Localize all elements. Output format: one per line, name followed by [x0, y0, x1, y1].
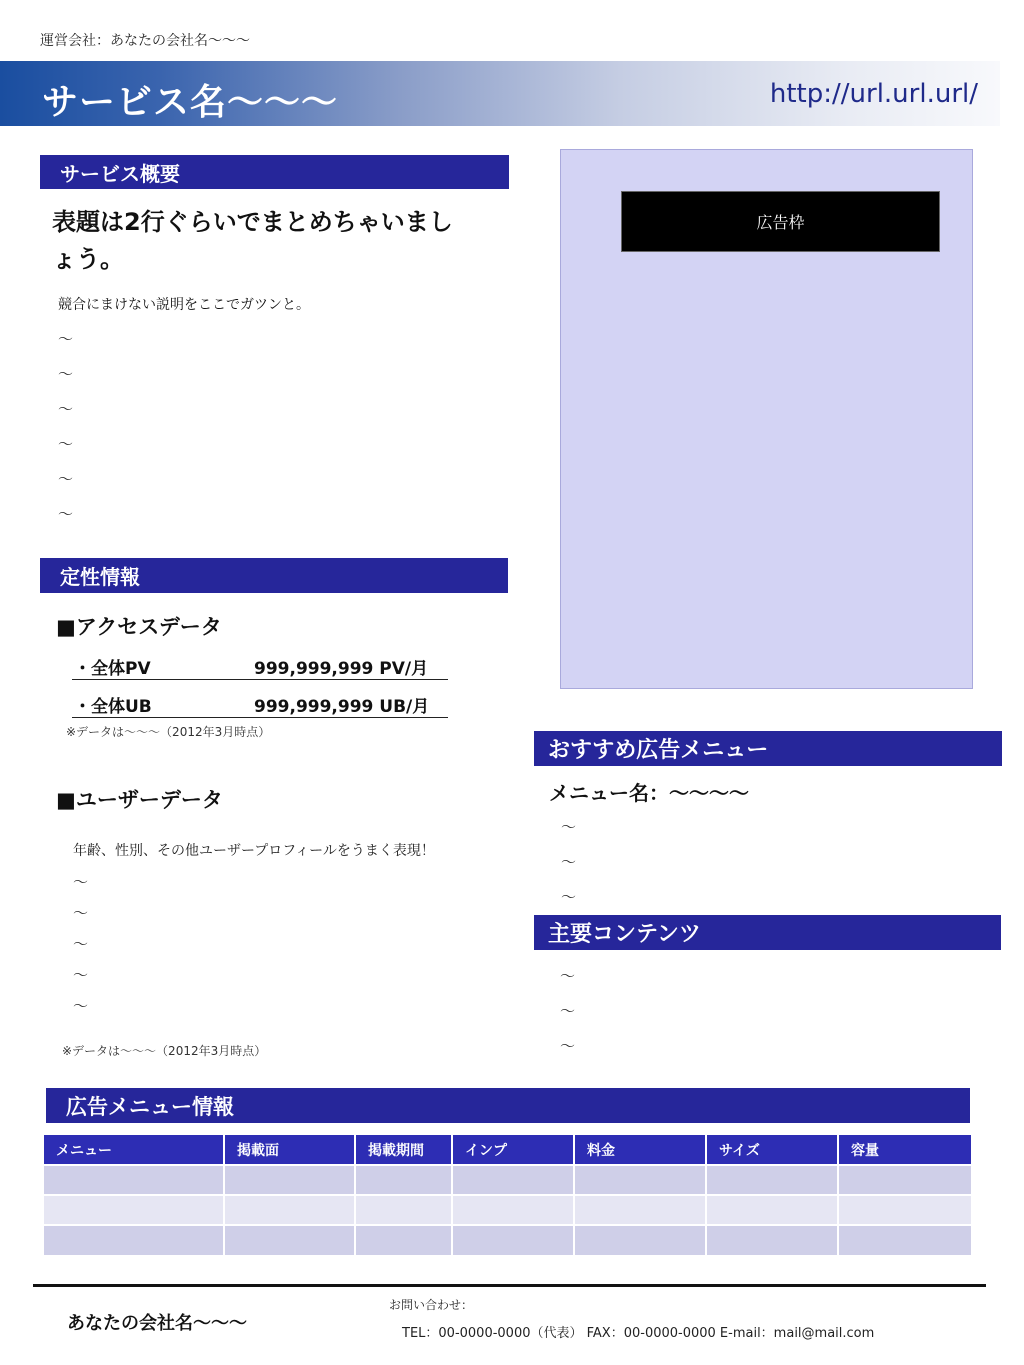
overview-line: ～: [58, 505, 74, 523]
ad-menu-table: [44, 1135, 971, 1255]
table-header-size: サイズ: [706, 1135, 838, 1165]
main-content-line: ～: [560, 1002, 576, 1020]
main-content-line: ～: [560, 1037, 576, 1055]
recommend-menu-name: メニュー名：～～～～: [549, 781, 749, 805]
section-header-recommend: おすすめ広告メニュー: [534, 731, 1002, 766]
table-header-price: 料金: [574, 1135, 706, 1165]
table-cell: [44, 1165, 224, 1195]
recommend-line: ～: [561, 888, 577, 906]
service-name: サービス名～～～: [42, 82, 339, 123]
table-cell: [452, 1225, 574, 1255]
table-cell: [452, 1165, 574, 1195]
table-cell: [838, 1165, 971, 1195]
table-cell: [452, 1195, 574, 1225]
table-cell: [44, 1195, 224, 1225]
table-cell: [224, 1195, 355, 1225]
access-row-pv: [72, 654, 448, 680]
section-header-main-content: 主要コンテンツ: [534, 915, 1001, 950]
table-cell: [706, 1195, 838, 1225]
table-cell: [706, 1225, 838, 1255]
service-url-link[interactable]: http://url.url.url/: [769, 79, 978, 109]
access-row-label: ・全体PV: [74, 659, 151, 679]
table-row: [44, 1195, 971, 1225]
user-data-line: ～: [73, 935, 89, 953]
table-cell: [838, 1195, 971, 1225]
overview-line: ～: [58, 365, 74, 383]
access-data-title: ■アクセスデータ: [56, 615, 222, 639]
table-row: [44, 1165, 971, 1195]
access-row-value: 999,999,999 UB/月: [254, 697, 430, 717]
recommend-line: ～: [561, 818, 577, 836]
table-row: [44, 1225, 971, 1255]
overview-headline: 表題は2行ぐらいでまとめちゃいましょう。: [52, 208, 453, 273]
footer-contact-label: お問い合わせ：: [389, 1298, 474, 1312]
user-data-note: ※データは～～～（2012年3月時点）: [62, 1044, 267, 1058]
table-cell: [224, 1225, 355, 1255]
footer-divider: [33, 1284, 986, 1287]
overview-line: ～: [58, 400, 74, 418]
table-cell: [355, 1165, 452, 1195]
table-header-period: 掲載期間: [355, 1135, 452, 1165]
access-row-value: 999,999,999 PV/月: [254, 659, 429, 679]
user-data-description: 年齢、性別、その他ユーザープロフィールをうまく表現！: [73, 843, 435, 859]
table-header-placement: 掲載面: [224, 1135, 355, 1165]
overview-line: ～: [58, 435, 74, 453]
user-data-line: ～: [73, 904, 89, 922]
section-header-ad-menu: 広告メニュー情報: [46, 1088, 970, 1123]
footer-company-name: あなたの会社名～～～: [67, 1313, 247, 1334]
access-data-note: ※データは～～～（2012年3月時点）: [66, 725, 271, 739]
user-data-line: ～: [73, 873, 89, 891]
overview-line: ～: [58, 470, 74, 488]
access-row-ub: [72, 692, 448, 718]
table-cell: [574, 1195, 706, 1225]
table-cell: [355, 1225, 452, 1255]
table-header-capacity: 容量: [838, 1135, 971, 1165]
main-content-line: ～: [560, 967, 576, 985]
footer-contact-info: TEL：00-0000-0000（代表） FAX：00-0000-0000 E-mail：mail@mail.com: [402, 1326, 875, 1341]
table-cell: [706, 1165, 838, 1195]
table-cell: [44, 1225, 224, 1255]
operator-text: 運営会社：あなたの会社名～～～: [40, 33, 250, 49]
access-row-label: ・全体UB: [74, 697, 152, 717]
table-header-menu: メニュー: [44, 1135, 224, 1165]
user-data-title: ■ユーザーデータ: [56, 788, 223, 812]
table-cell: [574, 1165, 706, 1195]
section-header-qualitative: 定性情報: [40, 558, 508, 593]
overview-description: 競合にまけない説明をここでガツンと。: [58, 297, 310, 313]
recommend-line: ～: [561, 853, 577, 871]
table-cell: [574, 1225, 706, 1255]
table-header-row: [44, 1135, 971, 1165]
table-cell: [838, 1225, 971, 1255]
section-header-overview: サービス概要: [40, 155, 509, 189]
table-header-impressions: インプ: [452, 1135, 574, 1165]
table-cell: [355, 1195, 452, 1225]
user-data-line: ～: [73, 997, 89, 1015]
user-data-line: ～: [73, 966, 89, 984]
ad-slot-box[interactable]: 広告枠: [621, 191, 940, 252]
table-cell: [224, 1165, 355, 1195]
overview-line: ～: [58, 330, 74, 348]
